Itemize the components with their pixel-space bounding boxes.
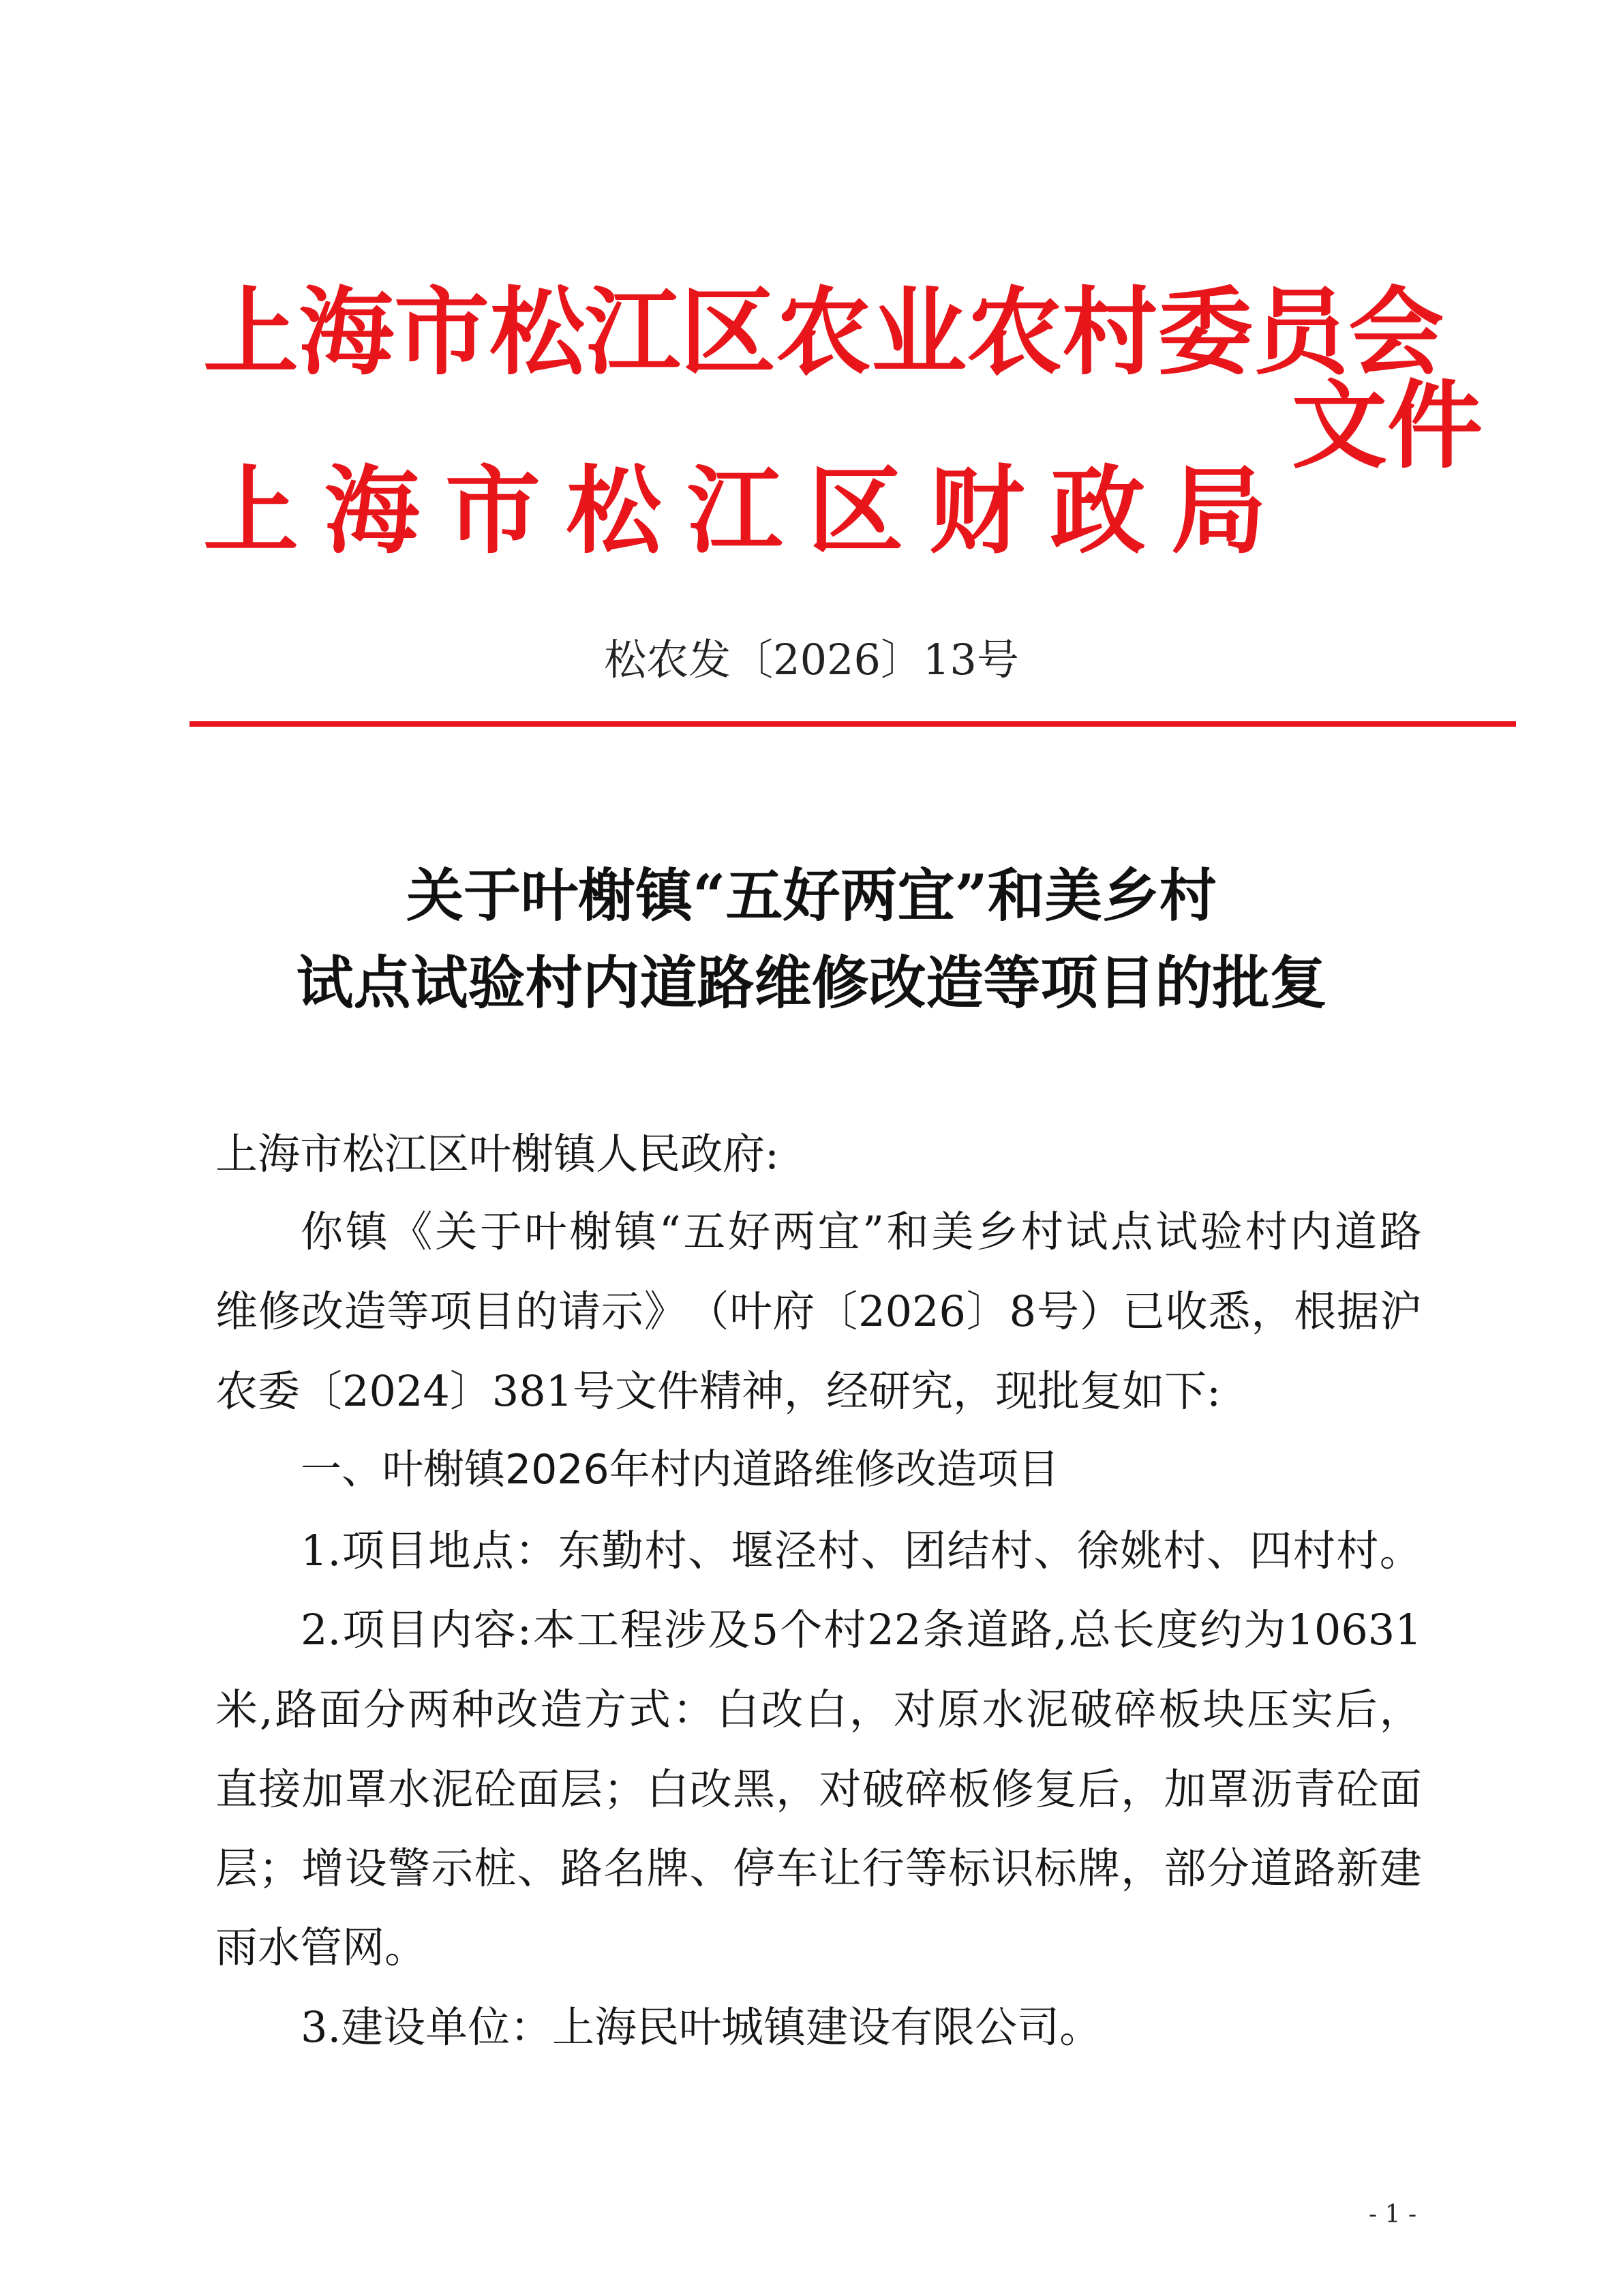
issuing-authority-1: 上 海 市 松 江 区 农 业 农 村 委 员 会 <box>203 277 1444 389</box>
red-separator-rule <box>189 721 1516 727</box>
item-2-line-2: 米 , 路 面 分 两 种 改 造 方 式 ： 白 改 白 ， 对 原 水 泥 破 碎 板 块 压 实 后 ， <box>215 1685 1422 1734</box>
paragraph-1-line-3: 农委〔2024〕381号文件精神，经研究，现批复如下: <box>215 1366 1222 1416</box>
item-3-construction-unit: 3.建设单位：上海民叶城镇建设有限公司。 <box>301 2002 1102 2052</box>
document-title-line-1: 关于叶榭镇“五好两宜”和美乡村 <box>406 862 1217 929</box>
item-2-line-3: 直 接 加 罩 水 泥 砼 面 层 ； 白 改 黑 ， 对 破 碎 板 修 复 后 ， 加 罩 沥 青 砼 面 <box>215 1764 1422 1814</box>
addressee: 上海市松江区叶榭镇人民政府: <box>215 1129 779 1179</box>
item-2-line-5: 雨水管网。 <box>215 1922 427 1972</box>
paragraph-1-line-1: 你 镇 《 关 于 叶 榭 镇 “ 五 好 两 宜 ” 和 美 乡 村 试 点 试 验 村 内 道 路 <box>301 1207 1422 1256</box>
item-1-location: 1. 项 目 地 点 ： 东 勤 村 、 堰 泾 村 、 团 结 村 、 徐 姚 村 、 四 村 村 。 <box>301 1526 1422 1575</box>
section-1-heading: 一、叶榭镇2026年村内道路维修改造项目 <box>301 1446 1059 1494</box>
item-2-line-1: 2. 项 目 内 容 : 本 工 程 涉 及 5 个 村 22 条 道 路 , 总 长 度 约 为 10631 <box>301 1605 1422 1655</box>
document-type: 文件 <box>1292 370 1483 482</box>
document-title-line-2: 试点试验村内道路维修改造等项目的批复 <box>296 949 1327 1016</box>
paragraph-1-line-2: 维 修 改 造 等 项 目 的 请 示 》 （ 叶 府 〔 2026 〕 8 号 ） 已 收 悉 ， 根 据 沪 <box>215 1286 1422 1336</box>
item-2-line-4: 层 ； 增 设 警 示 桩 、 路 名 牌 、 停 车 让 行 等 标 识 标 牌 ， 部 分 道 路 新 建 <box>215 1843 1422 1893</box>
page-number: - 1 - <box>1369 2201 1417 2229</box>
document-number: 松农发〔2026〕13号 <box>604 635 1019 684</box>
issuing-authority-2: 上 海 市 松 江 区 财 政 局 <box>203 455 1266 567</box>
